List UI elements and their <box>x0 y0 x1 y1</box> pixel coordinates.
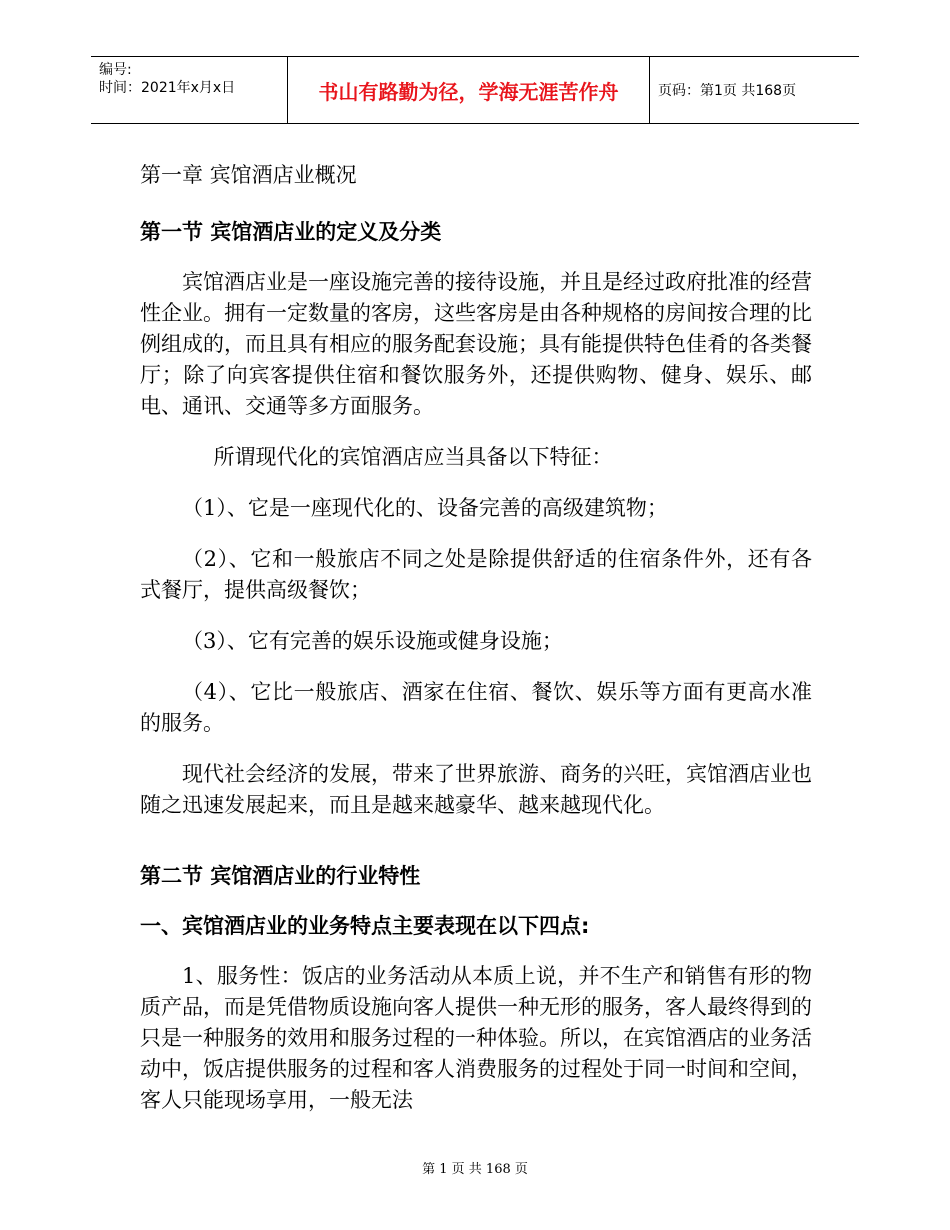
list-item: （3）、它有完善的娱乐设施或健身设施； <box>182 629 563 653</box>
header-time-label: 时间：2021年x月x日 <box>99 80 236 96</box>
list-item: （2）、它和一般旅店不同之处是除提供舒适的住宿条件外，还有各式餐厅，提供高级餐饮； <box>140 547 812 602</box>
header-meta <box>91 57 287 123</box>
list-item: （1）、它是一座现代化的、设备完善的高级建筑物； <box>182 496 668 520</box>
header-page-info: 页码：第1页 共168页 <box>658 83 797 99</box>
header-motto: 书山有路勤为径，学海无涯苦作舟 <box>287 57 650 123</box>
paragraph: 现代社会经济的发展，带来了世界旅游、商务的兴旺，宾馆酒店业也随之迅速发展起来，而且是越来越豪华、越来越现代化。 <box>140 762 812 817</box>
header-number-label: 编号: <box>99 62 132 78</box>
section-title-2: 第二节 宾馆酒店业的行业特性 <box>140 864 421 888</box>
page-footer: 第 1 页 共 168 页 <box>422 1162 528 1177</box>
paragraph: 宾馆酒店业是一座设施完善的接待设施，并且是经过政府批准的经营性企业。拥有一定数量的客房，这些客房是由各种规格的房间按合理的比例组成的，而且具有相应的服务配套设施；具有能提供特色佳肴的各类餐厅；除了向宾客提供住宿和餐饮服务外，还提供购物、健身、娱乐、邮电、通讯、交通等多方面服务。 <box>140 270 812 418</box>
document-body <box>140 160 812 1136</box>
chapter-title: 第一章 宾馆酒店业概况 <box>140 163 357 187</box>
paragraph: 1、服务性：饭店的业务活动从本质上说，并不生产和销售有形的物质产品，而是凭借物质设施向客人提供一种无形的服务，客人最终得到的只是一种服务的效用和服务过程的一种体验。所以，在宾馆酒店的业务活动中，饭店提供服务的过程和客人消费服务的过程处于同一时间和空间，客人只能现场享用，一般无法 <box>140 964 812 1112</box>
list-item: （4）、它比一般旅店、酒家在住宿、餐饮、娱乐等方面有更高水准的服务。 <box>140 680 812 735</box>
subsection-title: 一、宾馆酒店业的业务特点主要表现在以下四点: <box>140 914 590 938</box>
paragraph: 所谓现代化的宾馆酒店应当具备以下特征： <box>213 445 613 469</box>
page-header <box>91 56 859 124</box>
section-title-1: 第一节 宾馆酒店业的定义及分类 <box>140 220 442 244</box>
